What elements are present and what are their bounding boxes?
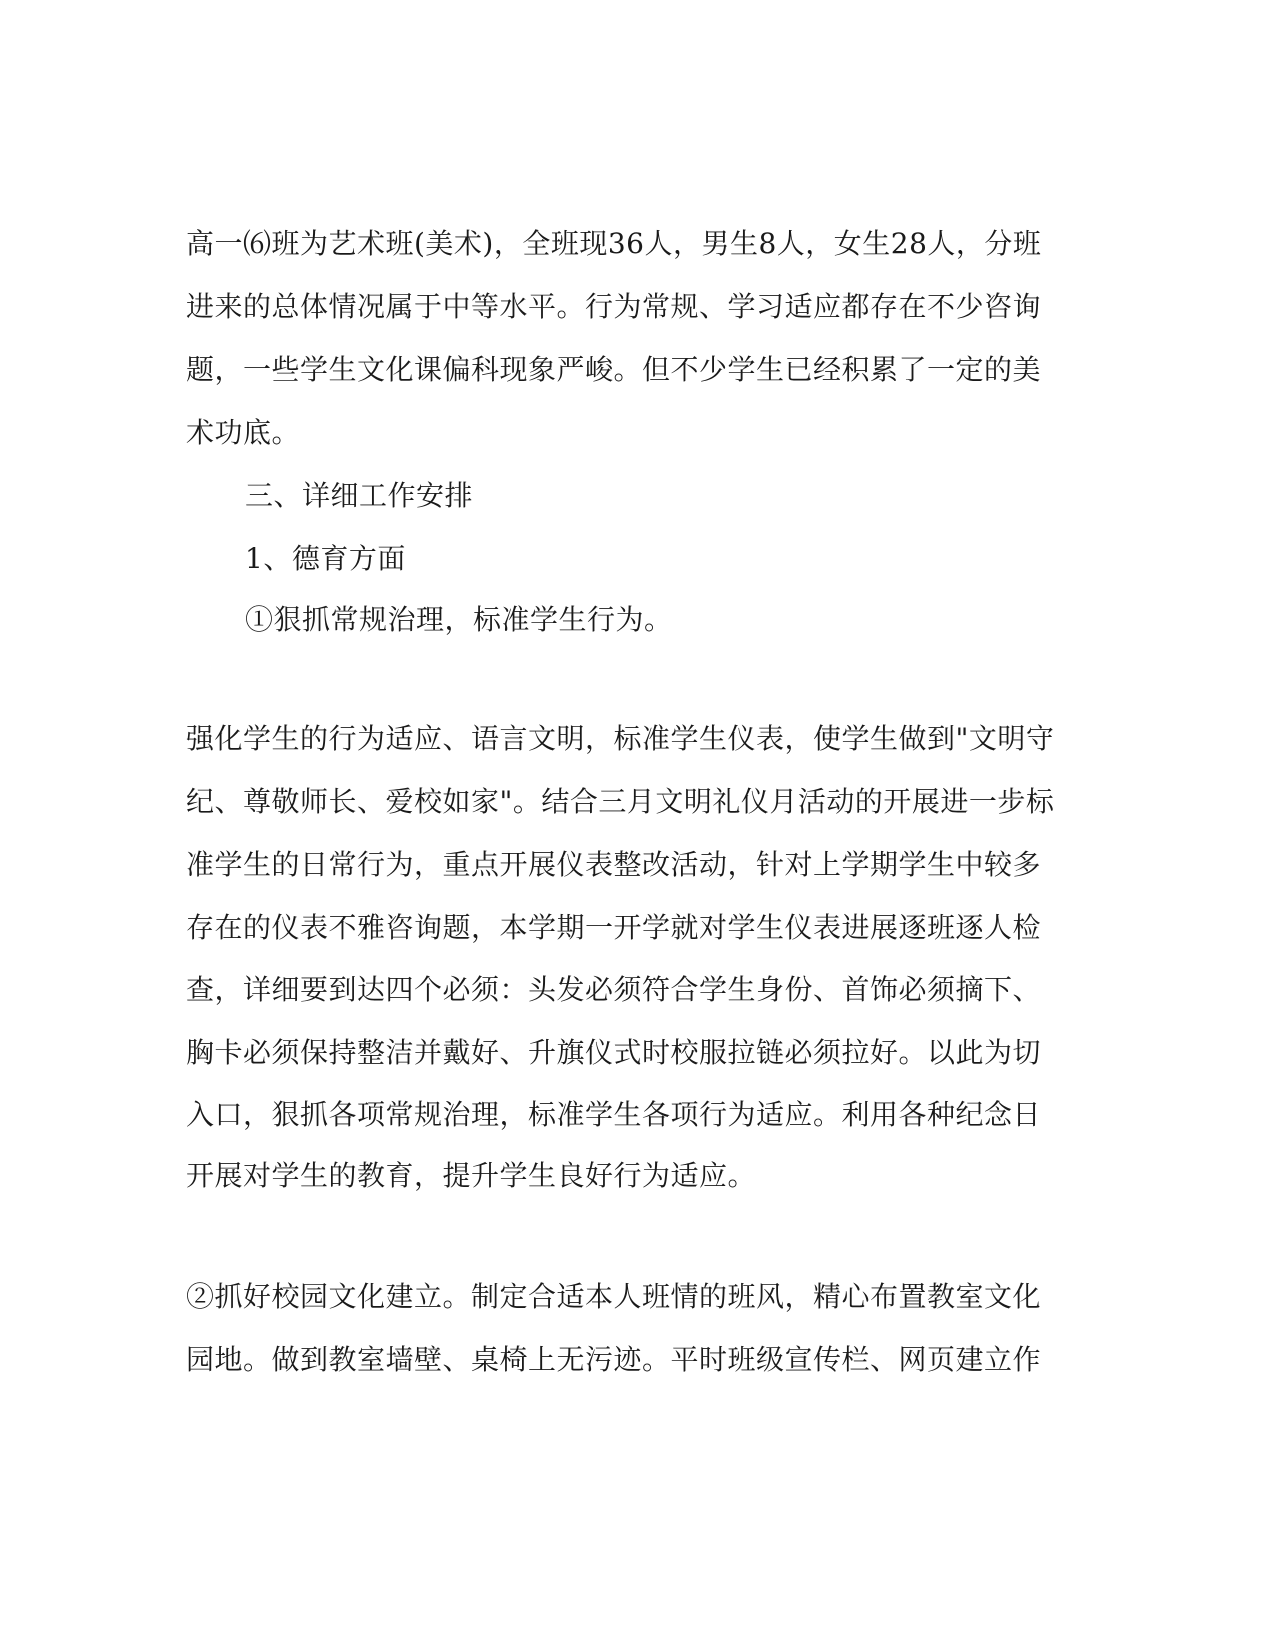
item-heading: ①狠抓常规治理，标准学生行为。: [245, 603, 673, 636]
paragraph-line: 强化学生的行为适应、语言文明，标准学生仪表，使学生做到"文明守: [186, 722, 1055, 755]
paragraph-line: 进来的总体情况属于中等水平。行为常规、学习适应都存在不少咨询: [186, 290, 1042, 323]
paragraph-line: 查，详细要到达四个必须：头发必须符合学生身份、首饰必须摘下、: [186, 973, 1042, 1006]
paragraph-line: 入口，狠抓各项常规治理，标准学生各项行为适应。利用各种纪念日: [186, 1098, 1042, 1131]
section-heading: 三、详细工作安排: [245, 479, 474, 512]
paragraph-line: 题，一些学生文化课偏科现象严峻。但不少学生已经积累了一定的美: [186, 353, 1042, 386]
paragraph-line: ②抓好校园文化建立。制定合适本人班情的班风，精心布置教室文化: [186, 1280, 1042, 1313]
paragraph-line: 胸卡必须保持整洁并戴好、升旗仪式时校服拉链必须拉好。以此为切: [186, 1036, 1042, 1069]
paragraph-line: 存在的仪表不雅咨询题，本学期一开学就对学生仪表进展逐班逐人检: [186, 911, 1042, 944]
paragraph-line: 开展对学生的教育，提升学生良好行为适应。: [186, 1159, 757, 1192]
paragraph-line: 准学生的日常行为，重点开展仪表整改活动，针对上学期学生中较多: [186, 848, 1042, 881]
subsection-heading: 1、德育方面: [245, 542, 406, 575]
paragraph-line: 纪、尊敬师长、爱校如家"。结合三月文明礼仪月活动的开展进一步标: [186, 785, 1055, 818]
paragraph-line: 术功底。: [186, 416, 301, 449]
paragraph-line: 高一⑹班为艺术班(美术)，全班现36人，男生8人，女生28人，分班: [186, 227, 1042, 260]
paragraph-line: 园地。做到教室墙壁、桌椅上无污迹。平时班级宣传栏、网页建立作: [186, 1343, 1042, 1376]
